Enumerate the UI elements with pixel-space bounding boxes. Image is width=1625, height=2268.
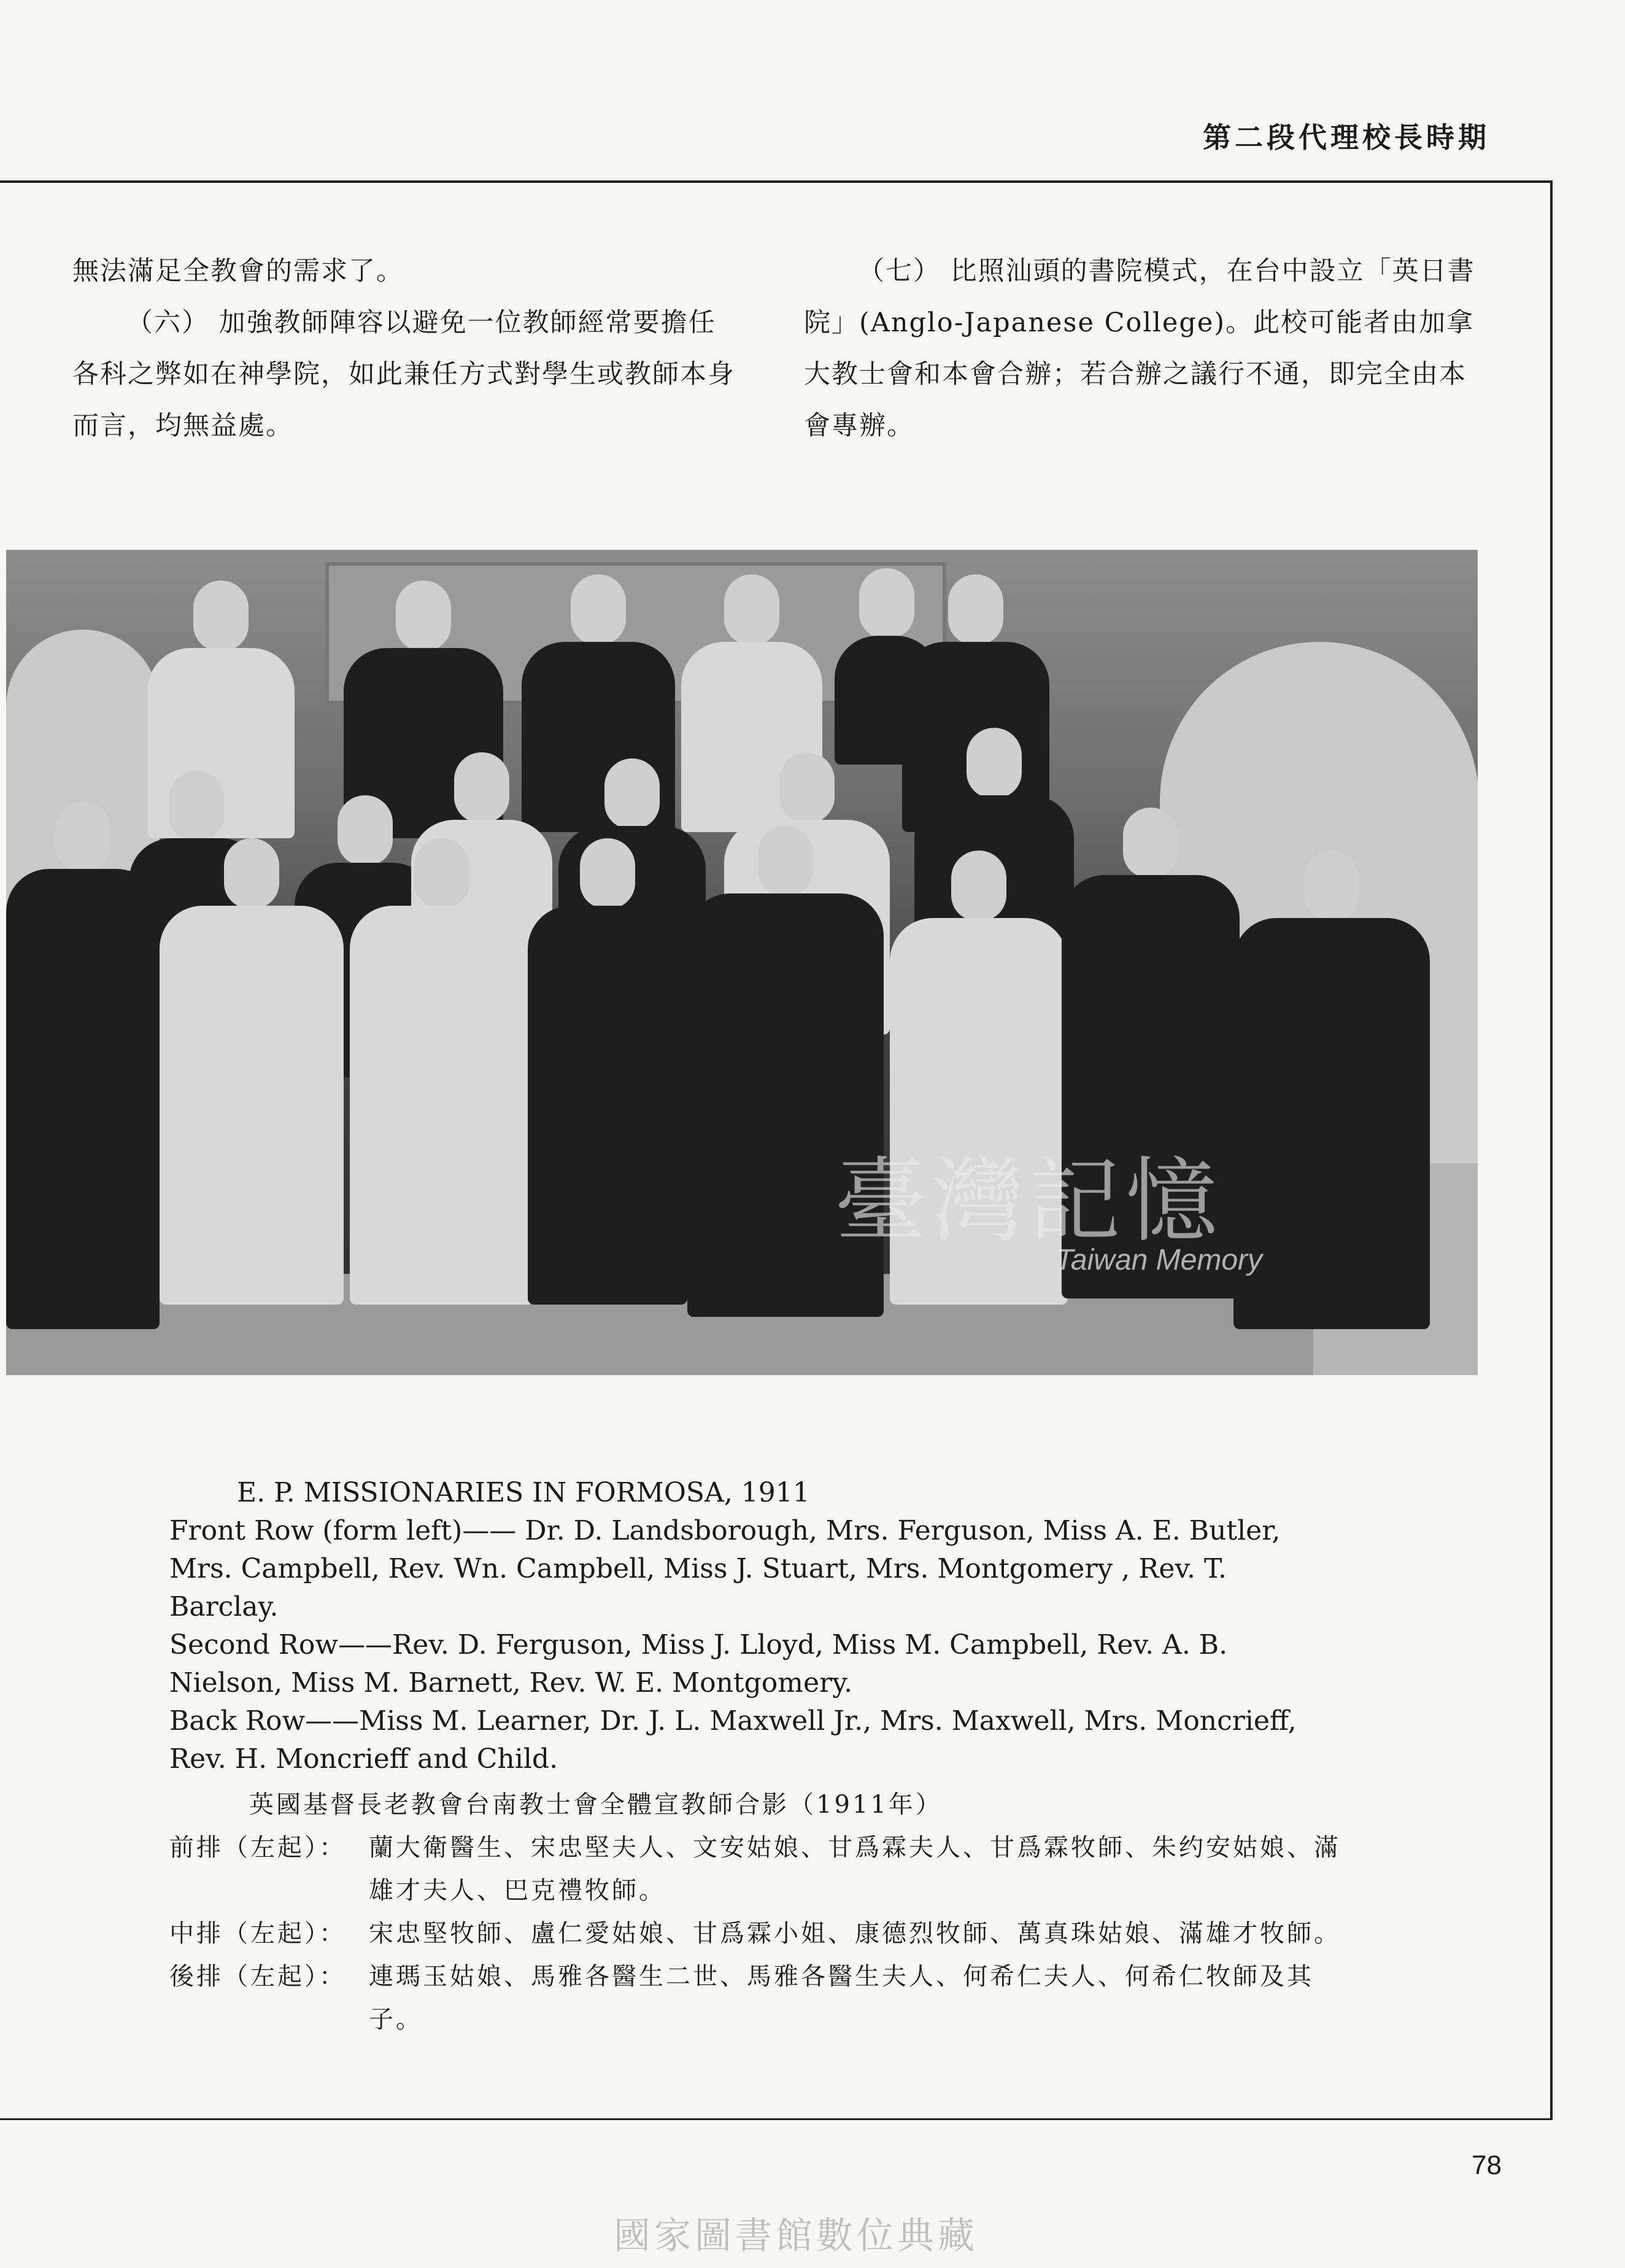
- caption-cn-front-row: [169, 1826, 1366, 1912]
- caption-chinese: [169, 1783, 1366, 2041]
- row-label: 前排（左起）：: [169, 1834, 346, 1862]
- caption-back-row: Back Row——Miss M. Learner, Dr. J. L. Maxwell Jr., Mrs. Maxwell, Mrs. Moncrieff, Rev. H. Moncrieff and Child.: [169, 1705, 1297, 1775]
- page-number: 78: [1472, 2150, 1502, 2180]
- running-header: 第二段代理校長時期: [1203, 121, 1490, 154]
- paragraph: （七） 比照汕頭的書院模式，在台中設立「英日書院」(Anglo-Japanese College)。此校可能者由加拿大教士會和本會合辦；若合辦之議行不通，即完全由本會專辦。: [804, 256, 1475, 441]
- row-names: 宋忠堅牧師、盧仁愛姑娘、甘爲霖小姐、康德烈牧師、萬真珠姑娘、滿雄才牧師。: [369, 1919, 1341, 1948]
- frame-bottom-rule: [0, 2118, 1553, 2120]
- left-text-column: [72, 245, 741, 452]
- group-photograph: [6, 550, 1478, 1375]
- person-figure: [160, 838, 344, 1305]
- person-figure: [6, 801, 160, 1329]
- photo-watermark-en: Taiwan Memory: [1056, 1244, 1263, 1276]
- paragraph: （六） 加強教師陣容以避免一位教師經常要擔任各科之弊如在神學院，如此兼任方式對學生或教師本身而言，均無益處。: [72, 307, 735, 441]
- person-figure: [350, 838, 534, 1305]
- footer-watermark: 國家圖書館數位典藏: [614, 2215, 978, 2258]
- person-figure: [1233, 850, 1430, 1329]
- right-text-column: [804, 245, 1479, 452]
- caption-cn-second-row: [169, 1912, 1366, 1955]
- person-figure: [528, 838, 687, 1305]
- paragraph: 無法滿足全教會的需求了。: [72, 256, 404, 287]
- frame-top-rule: [0, 180, 1553, 183]
- caption-cn-title: 英國基督長老教會台南教士會全體宣教師合影（1911年）: [249, 1791, 943, 1819]
- row-label: 後排（左起）：: [169, 1962, 346, 1991]
- row-label: 中排（左起）：: [169, 1919, 346, 1948]
- row-names: 蘭大衛醫生、宋忠堅夫人、文安姑娘、甘爲霖夫人、甘爲霖牧師、朱约安姑娘、滿雄才夫人、巴克禮牧師。: [369, 1834, 1341, 1905]
- caption-cn-back-row: [169, 1955, 1366, 2041]
- caption-title: E. P. MISSIONARIES IN FORMOSA, 1911: [237, 1477, 810, 1508]
- caption-front-row: Front Row (form left)—— Dr. D. Landsborough, Mrs. Ferguson, Miss A. E. Butler, Mrs. Campbell, Rev. Wn. Campbell, Miss J. Stuart, Mrs. Montgomery , Rev. T. Barclay.: [169, 1515, 1281, 1622]
- caption-english: [169, 1474, 1335, 1778]
- photo-watermark-cn: 臺灣記憶: [835, 1148, 1223, 1255]
- frame-right-rule: [1550, 180, 1553, 2120]
- caption-second-row: Second Row——Rev. D. Ferguson, Miss J. Lloyd, Miss M. Campbell, Rev. A. B. Nielson, Miss M. Barnett, Rev. W. E. Montgomery.: [169, 1629, 1228, 1699]
- row-names: 連瑪玉姑娘、馬雅各醫生二世、馬雅各醫生夫人、何希仁夫人、何希仁牧師及其子。: [369, 1962, 1314, 2034]
